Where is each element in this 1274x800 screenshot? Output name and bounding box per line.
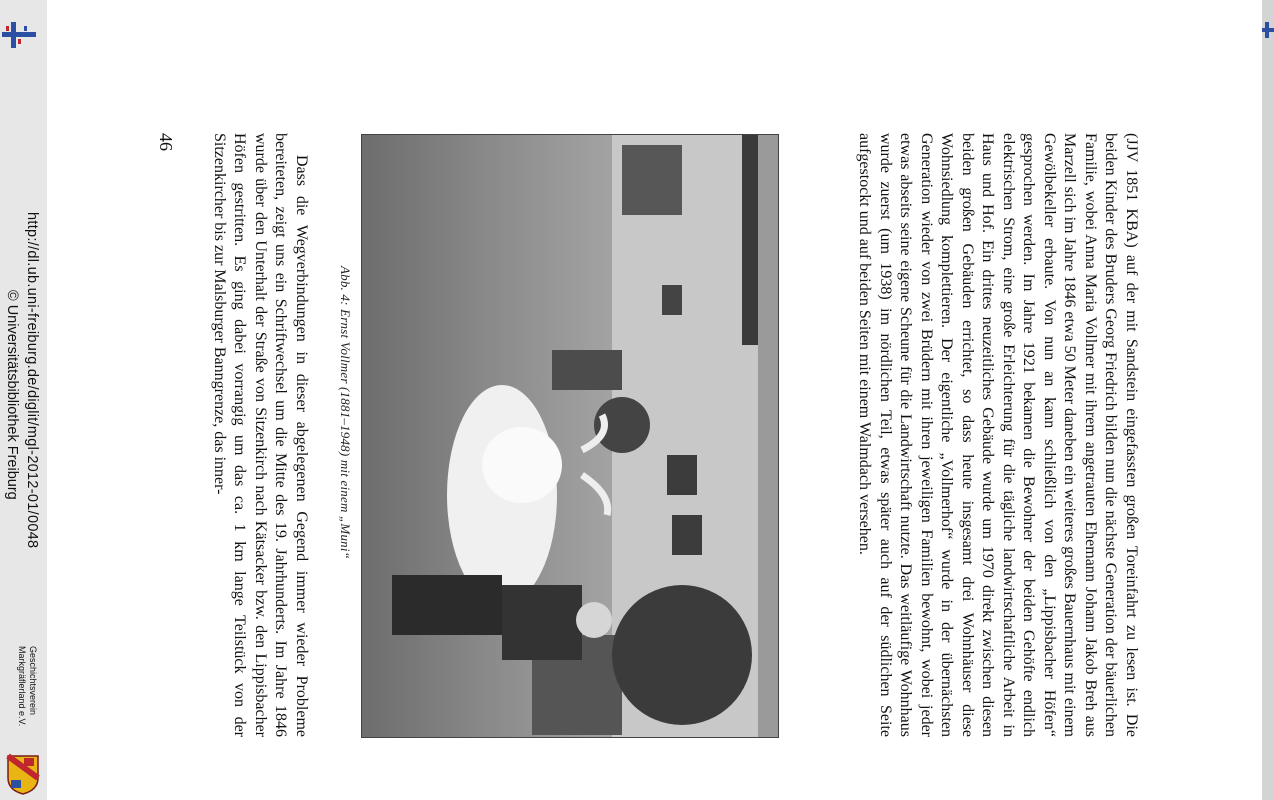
paragraph: (JJV 1851 KBA) auf der mit Sandstein eingefassten großen Toreinfahrt zu lesen ist. Die beiden Kinder des Bruders Georg Friedrich bilden nun die nächste Generation der bäuerlichen Familie, wobei Anna Maria Vollmer mit ihrem angetrauten Ehemann Johann Jakob Breh aus Marzell sich im Jahre 1846 etwa 50 Meter daneben ein weiteres großes Bauernhaus mit einem Gewölbekeller erbaute. Von nun an kann schließlich von den „Lippisbacher Höfen“ gesprochen werden. Im Jahre 1921 bekamen die Bewohner der beiden Gehöfte endlich elektrischen Strom, eine große Erleichterung für die tägliche landwirtschaftliche Arbeit in Haus und Hof. Ein drittes neuzeitliches Gebäude wurde um 1970 direkt zwischen diesen beiden großen Gebäuden errichtet, so dass heute insgesamt drei Wohnhäuser diese Wohnsiedlung komplettieren. Der eigentliche „Vollmerhof“ wurde in der übernächsten Generation wieder von zwei Brüdern mit ihren jeweiligen Familien bewohnt, wobei jeder etwas abseits seine eigene Scheune für die Landwirtschaft nutzte. Das weitläufige Wohnhaus wurde zuerst (um 1938) im nördlichen Teil, etwas später auch auf der südlichen Seite aufgestockt und auf beiden Seiten mit einem Walmdach versehen. [856, 133, 1140, 737]
right-margin-strip [1262, 0, 1274, 800]
figure-caption: Abb. 4: Ernst Vollmer (1881–1948) mit einem „Muni“ [338, 266, 353, 560]
photo-image [362, 135, 778, 737]
publisher-line-1: Geschichtsverein [28, 646, 38, 716]
copyright-notice: © Universitätsbibliothek Freiburg [4, 290, 20, 500]
body-text-bottom [209, 133, 312, 737]
page-number: 46 [156, 133, 176, 151]
library-logo-right-icon [1262, 22, 1274, 38]
figure-photo [361, 134, 779, 738]
paragraph: Dass die Wegverbindungen in dieser abgelegenen Gegend immer wieder Probleme bereiteten, zeigt uns ein Schriftwechsel um die Mitte des 19. Jahrhunderts. Im Jahre 1846 wurde über den Unterhalt der Straße von Sitzenkirch nach Kätsacker bzw. den Lippisbacher Höfen gestritten. Es ging dabei vorrangig um das ca. 1 km lange Teilstück von der Sitzenkircher bis zur Malsburger Banngrenze, das inner- [211, 133, 310, 737]
library-logo-icon [2, 22, 36, 48]
publisher-line-2: Markgräflerland e.V. [17, 646, 27, 727]
body-text-top [854, 133, 1141, 737]
publisher-crest-icon [4, 752, 42, 796]
document-url[interactable]: http://dl.ub.uni-freiburg.de/diglit/mgl-2012-01/0048 [24, 212, 40, 549]
